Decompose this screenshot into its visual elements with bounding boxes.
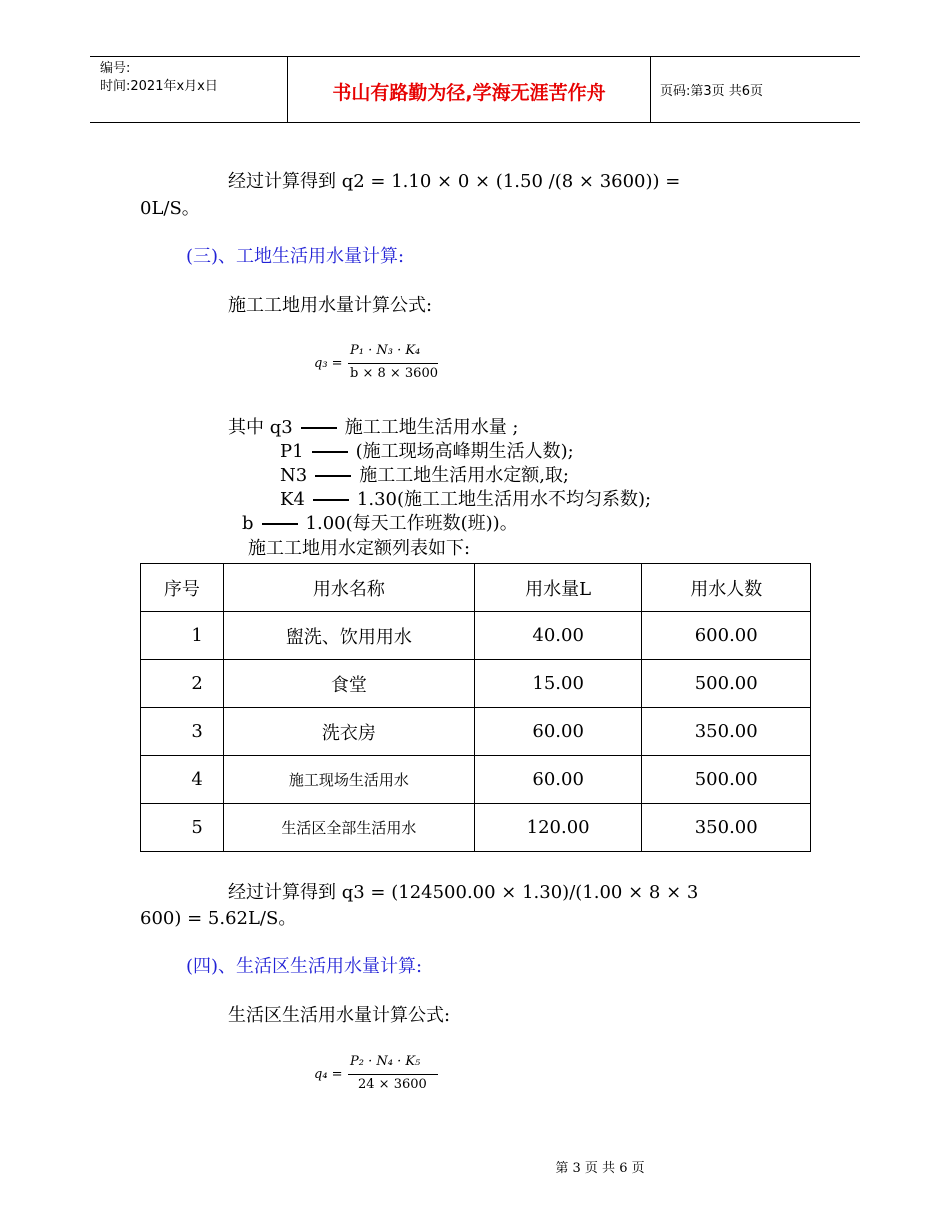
header-divider-right: [650, 56, 651, 122]
def-desc: (施工现场高峰期生活人数);: [355, 441, 574, 462]
def-row-n3: [280, 464, 569, 488]
formula-q3: [314, 340, 444, 386]
formula-q4: [314, 1051, 444, 1097]
formula-q3-lhs: q₃ =: [314, 356, 343, 371]
table-cell-name: 施工现场生活用水: [223, 756, 474, 804]
def-row-b: [242, 512, 518, 536]
dash-icon: [301, 427, 337, 429]
table-row: [141, 804, 811, 852]
def-row-k4: [280, 488, 651, 512]
header-bottom-rule: [90, 122, 860, 123]
formula-q3-numerator: P₁ · N₃ · K₄: [350, 343, 421, 358]
def-prefix: b: [242, 513, 254, 534]
table-cell-index: 3: [141, 708, 224, 756]
formula-q4-bar: [348, 1074, 438, 1075]
table-header-cell: 用水名称: [223, 564, 474, 612]
footer-page-number: 第 3 页 共 6 页: [555, 1161, 645, 1176]
table-header-cell: 用水人数: [642, 564, 811, 612]
def-prefix: K4: [280, 489, 305, 510]
table-cell-index: 4: [141, 756, 224, 804]
def-row-q3: [228, 416, 519, 440]
q3-result-line1: 经过计算得到 q3 = (124500.00 × 1.30)/(1.00 × 8 × 3: [228, 882, 699, 903]
table-cell-name: 食堂: [223, 660, 474, 708]
table-header-cell: 序号: [141, 564, 224, 612]
table-cell-index: 1: [141, 612, 224, 660]
def-desc: 施工工地生活用水量 ;: [344, 417, 519, 438]
header-meta: [100, 60, 218, 96]
formula-q3-bar: [348, 363, 438, 364]
water-quota-table: [140, 563, 811, 852]
page-footer: [0, 1157, 950, 1176]
def-prefix: 其中 q3: [228, 417, 293, 438]
table-header-cell: 用水量L: [474, 564, 642, 612]
def-row-p1: [280, 440, 574, 464]
table-row: [141, 612, 811, 660]
def-prefix: P1: [280, 441, 304, 462]
table-cell-name: 洗衣房: [223, 708, 474, 756]
table-row: [141, 708, 811, 756]
table-cell-index: 5: [141, 804, 224, 852]
table-cell-amount: 60.00: [474, 708, 642, 756]
table-cell-amount: 120.00: [474, 804, 642, 852]
def-desc: 施工工地生活用水定额,取;: [359, 465, 569, 486]
def-desc: 1.00(每天工作班数(班))。: [305, 513, 518, 534]
table-cell-people: 500.00: [642, 756, 811, 804]
table-cell-people: 600.00: [642, 612, 811, 660]
header-time-label: 时间:2021年x月x日: [100, 79, 218, 94]
q2-result-line2: 0L/S。: [140, 198, 200, 219]
formula-q4-numerator: P₂ · N₄ · K₅: [350, 1054, 421, 1069]
q3-result-line2: 600) = 5.62L/S。: [140, 908, 297, 929]
def-prefix: N3: [280, 465, 308, 486]
section3-title: (三)、工地生活用水量计算:: [186, 246, 405, 267]
formula-q4-denominator: 24 × 3600: [358, 1077, 427, 1092]
def-desc: 1.30(施工工地生活用水不均匀系数);: [356, 489, 652, 510]
q2-result-line1: 经过计算得到 q2 = 1.10 × 0 × (1.50 /(8 × 3600)) =: [228, 171, 681, 192]
table-cell-name: 盥洗、饮用用水: [223, 612, 474, 660]
header-top-rule: [90, 56, 860, 57]
table-cell-people: 500.00: [642, 660, 811, 708]
dash-icon: [312, 451, 348, 453]
dash-icon: [262, 523, 298, 525]
dash-icon: [315, 475, 351, 477]
dash-icon: [313, 499, 349, 501]
table-row: [141, 756, 811, 804]
table-cell-people: 350.00: [642, 804, 811, 852]
table-row: [141, 660, 811, 708]
table-cell-amount: 40.00: [474, 612, 642, 660]
table-cell-people: 350.00: [642, 708, 811, 756]
section4-title: (四)、生活区生活用水量计算:: [186, 956, 423, 977]
header-motto: 书山有路勤为径,学海无涯苦作舟: [332, 82, 606, 104]
header-page-label: 页码:第3页 共6页: [660, 84, 764, 99]
section4-formula-intro: 生活区生活用水量计算公式:: [228, 1005, 451, 1026]
table-cell-name: 生活区全部生活用水: [223, 804, 474, 852]
table-cell-index: 2: [141, 660, 224, 708]
table-cell-amount: 60.00: [474, 756, 642, 804]
table-cell-amount: 15.00: [474, 660, 642, 708]
table-header-row: [141, 564, 811, 612]
table-intro: 施工工地用水定额列表如下:: [248, 538, 471, 559]
formula-q3-denominator: b × 8 × 3600: [350, 366, 438, 381]
header-number-label: 编号:: [100, 61, 131, 76]
formula-q4-lhs: q₄ =: [314, 1067, 343, 1082]
section3-formula-intro: 施工工地用水量计算公式:: [228, 295, 433, 316]
